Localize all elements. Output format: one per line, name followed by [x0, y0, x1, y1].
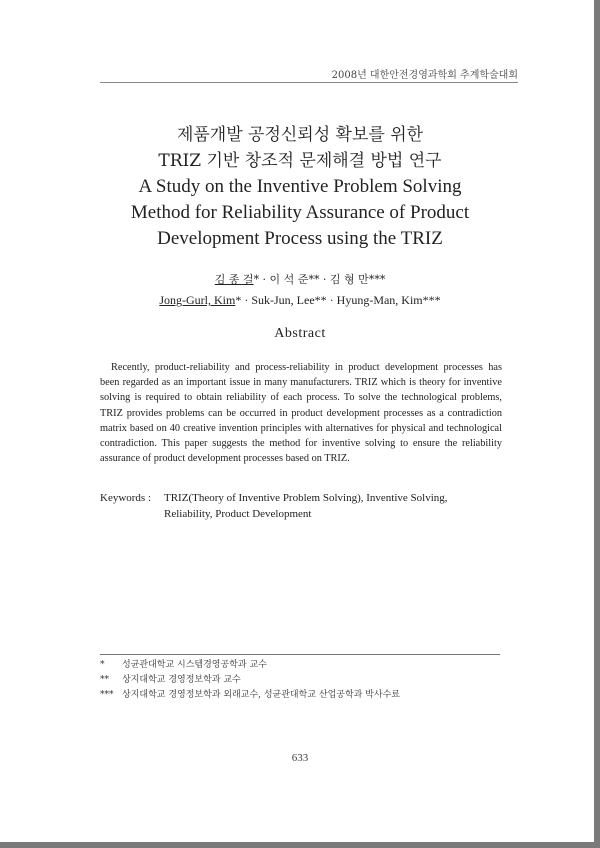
footnote-3 [100, 688, 400, 703]
author-1-korean: 김 종 걸 [214, 273, 254, 286]
footnote-2-mark: ** [100, 675, 109, 685]
keywords-line-1: TRIZ(Theory of Inventive Problem Solving), Inventive Solving, [164, 492, 448, 504]
author-2-mark: ** [308, 273, 320, 286]
author-2-en-mark: ** [314, 293, 327, 307]
title-english-line-2: Method for Reliability Assurance of Product [130, 202, 470, 223]
footnote-1 [100, 658, 400, 673]
title-korean-line-2: TRIZ 기반 창조적 문제해결 방법 연구 [158, 151, 442, 171]
author-2-korean: · 이 석 준 [259, 273, 309, 286]
footnote-3-mark: *** [100, 690, 114, 700]
authors-korean [0, 270, 600, 290]
authors-english [0, 290, 600, 310]
author-3-korean: · 김 형 만 [319, 273, 369, 286]
page-number: 633 [291, 752, 309, 764]
abstract-body: Recently, product-reliability and process-reliability in product development processes has been regarded as an important issue in many manufacturers. TRIZ which is theory for inventive solving is required to obtain reliability of each process. To solve the technological problems, TRIZ provides problems can be occurred in product development processes as a contradiction matrix based on 40 creative invention principles with alternatives for physical and technological contradiction. This paper suggests the method for inventive solving to ensure the reliability assurance of product development processes based on TRIZ. [100, 362, 502, 465]
author-3-english: · Hyung-Man, Kim [326, 293, 423, 307]
keywords-line-2: Reliability, Product Development [164, 508, 312, 520]
header-rule [100, 82, 518, 83]
abstract-heading: Abstract [274, 326, 326, 341]
author-3-mark: *** [368, 273, 386, 286]
keywords-label: Keywords : [100, 492, 152, 504]
title-english-line-1: A Study on the Inventive Problem Solving [138, 176, 462, 197]
title-english-line-3: Development Process using the TRIZ [157, 228, 443, 249]
footnote-1-text: 성균관대학교 시스템경영공학과 교수 [122, 660, 267, 670]
author-1-en-mark: * [235, 293, 242, 307]
author-2-english: · Suk-Jun, Lee [241, 293, 315, 307]
footnote-2-text: 상지대학교 경영정보학과 교수 [122, 675, 241, 685]
author-3-en-mark: *** [422, 293, 441, 307]
title-korean-line-1: 제품개발 공정신뢰성 확보를 위한 [176, 125, 424, 145]
author-1-english: Jong-Gurl, Kim [159, 293, 236, 307]
footnotes [100, 658, 400, 703]
title-block [0, 122, 600, 252]
footnote-3-text: 상지대학교 경영정보학과 외래교수, 성균관대학교 산업공학과 박사수료 [122, 690, 400, 700]
running-header: 2008년 대한안전경영과학회 추계학술대회 [331, 70, 518, 81]
footnote-rule [100, 654, 500, 655]
footnote-2 [100, 673, 400, 688]
keywords-block [100, 490, 520, 522]
author-block [0, 270, 600, 310]
author-1-mark: * [253, 273, 260, 286]
footnote-1-mark: * [100, 660, 105, 670]
